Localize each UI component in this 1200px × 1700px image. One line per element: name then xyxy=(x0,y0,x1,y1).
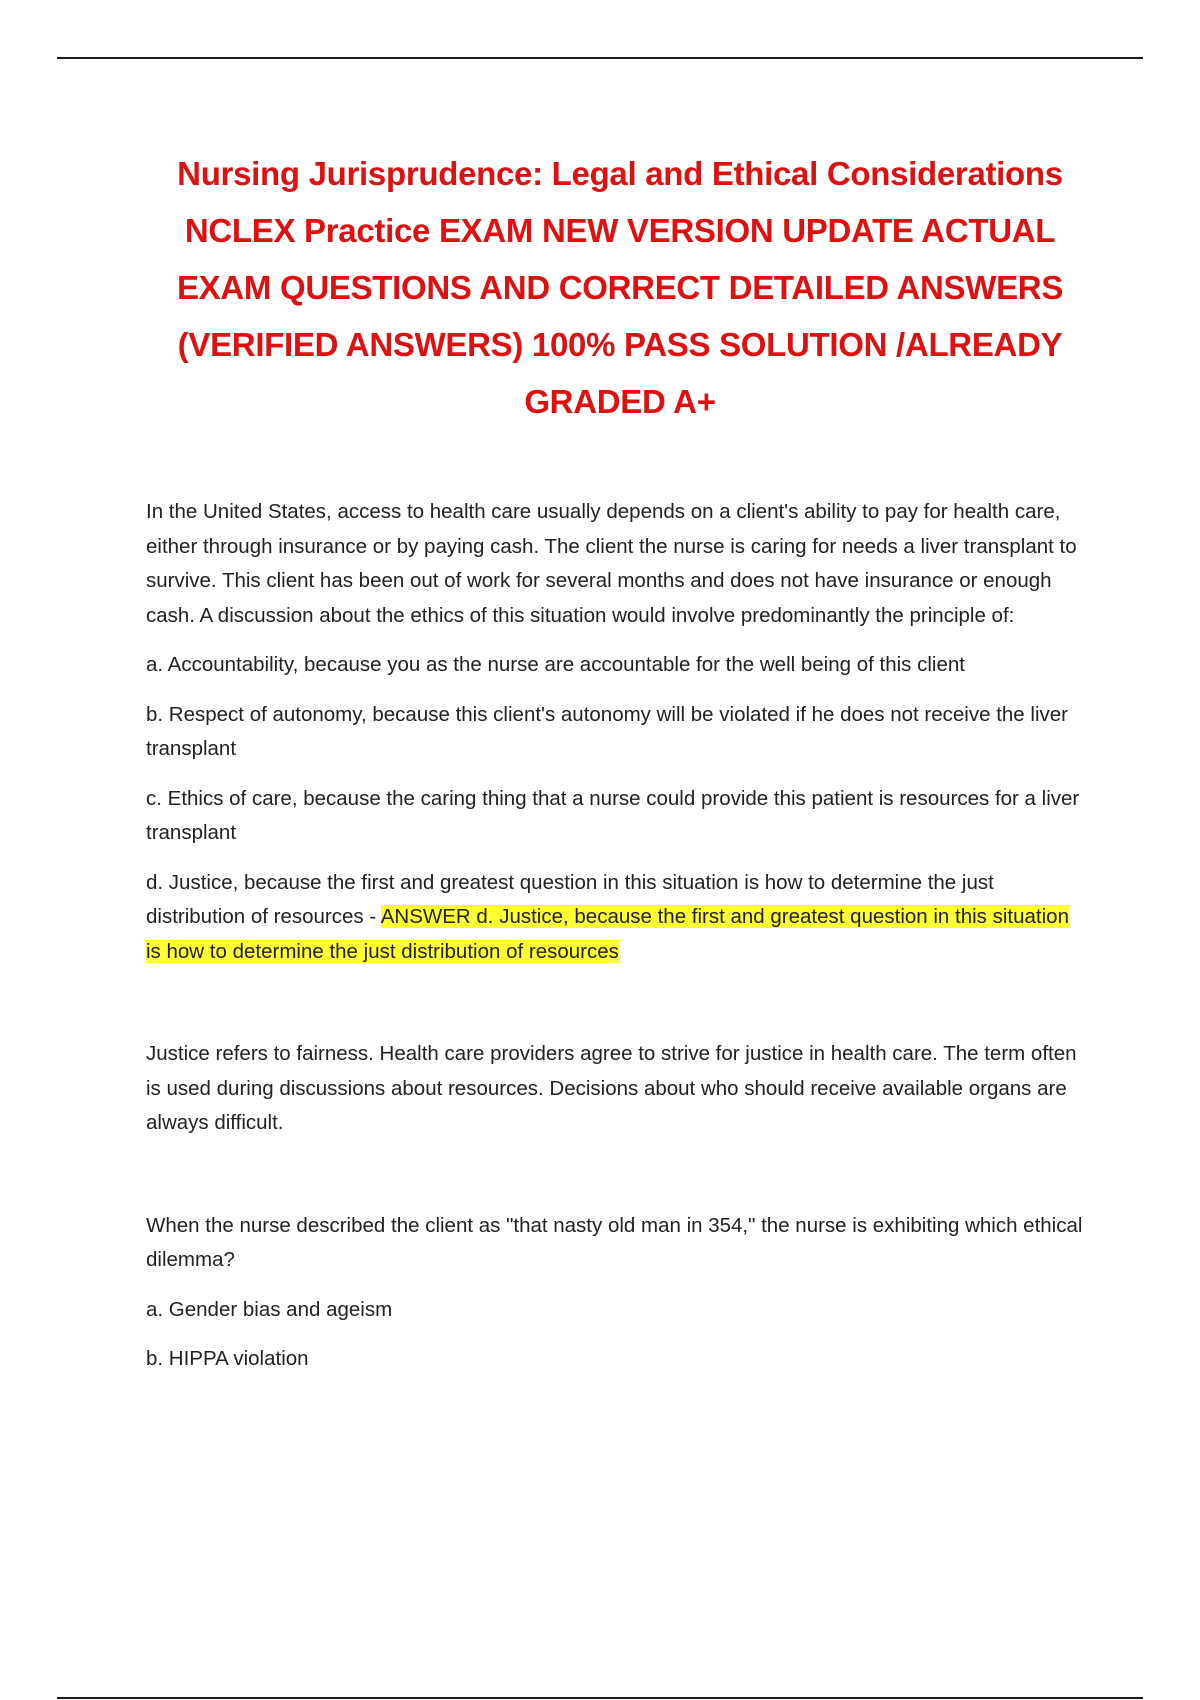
document-body xyxy=(146,495,1086,1377)
question-1-option-c: c. Ethics of care, because the caring thing that a nurse could provide this patient is resources for a liver transplant xyxy=(146,786,1080,844)
question-2-option-b: b. HIPPA violation xyxy=(146,1347,309,1370)
question-2-option-a: a. Gender bias and ageism xyxy=(146,1297,393,1321)
title-line-4: (VERIFIED ANSWERS) 100% PASS SOLUTION /ALREADY xyxy=(177,326,1063,363)
question-1-stem: In the United States, access to health care usually depends on a client's ability to pay for health care, either through insurance or by paying cash. The client the nurse is caring for needs a liver transplant to survive. This client has been out of work for several months and does not have insurance or enough cash. A discussion about the ethics of this situation would involve predominantly the principle of: xyxy=(146,500,1077,627)
document-title xyxy=(140,145,1100,430)
title-line-5: GRADED A+ xyxy=(524,383,716,420)
top-rule xyxy=(57,57,1143,59)
title-line-1: Nursing Jurisprudence: Legal and Ethical Considerations xyxy=(177,155,1063,192)
question-1-option-d xyxy=(146,866,1086,970)
question-2-stem: When the nurse described the client as "that nasty old man in 354," the nurse is exhibiting which ethical dilemma? xyxy=(146,1213,1083,1271)
bottom-rule xyxy=(57,1697,1143,1699)
question-1-rationale: Justice refers to fairness. Health care providers agree to strive for justice in health care. The term often is used during discussions about resources. Decisions about who should receive available organs are always difficult. xyxy=(146,1042,1077,1134)
option-d-text: d. Justice, because the first and greatest question in this situation is how to determine the just distribution of resources - xyxy=(146,870,994,928)
highlighted-answer: ANSWER d. Justice, because the first and greatest question in this situation is how to determine the just distribution of resources xyxy=(146,905,1069,963)
question-1-option-b: b. Respect of autonomy, because this client's autonomy will be violated if he does not receive the liver transplant xyxy=(146,702,1068,760)
title-line-3: EXAM QUESTIONS AND CORRECT DETAILED ANSWERS xyxy=(176,269,1064,306)
title-line-2: NCLEX Practice EXAM NEW VERSION UPDATE ACTUAL xyxy=(184,212,1056,249)
question-1-option-a: a. Accountability, because you as the nurse are accountable for the well being of this client xyxy=(146,653,965,676)
